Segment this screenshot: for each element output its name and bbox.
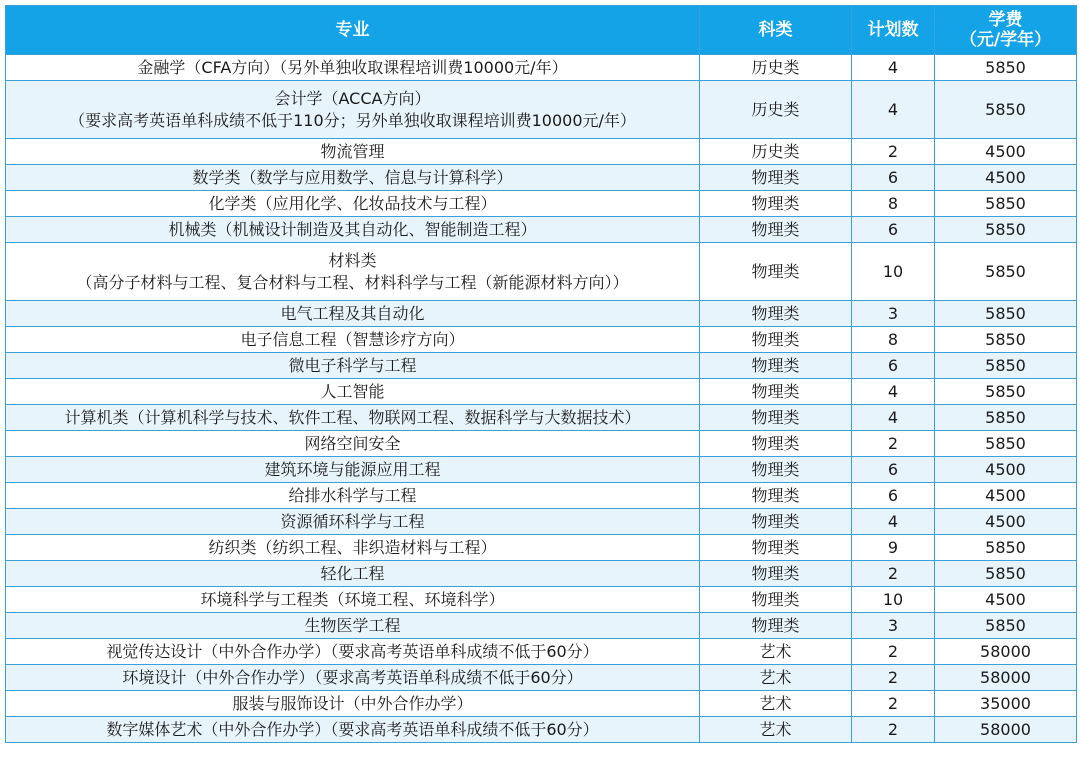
cell-fee: 5850 <box>935 191 1077 217</box>
cell-major <box>6 561 700 587</box>
cell-category: 物理类 <box>700 301 852 327</box>
major-text: 电子信息工程（智慧诊疗方向） <box>240 329 465 349</box>
cell-plan: 3 <box>852 613 935 639</box>
cell-category: 物理类 <box>700 191 852 217</box>
major-text: 机械类（机械设计制造及其自动化、智能制造工程） <box>168 219 537 239</box>
cell-category: 艺术 <box>700 665 852 691</box>
cell-major <box>6 327 700 353</box>
cell-fee: 5850 <box>935 327 1077 353</box>
cell-fee: 4500 <box>935 509 1077 535</box>
cell-plan: 4 <box>852 379 935 405</box>
table-row <box>6 639 1077 665</box>
cell-major <box>6 535 700 561</box>
major-text: 金融学（CFA方向）（另外单独收取课程培训费10000元/年） <box>137 57 568 77</box>
cell-category: 物理类 <box>700 613 852 639</box>
cell-plan: 8 <box>852 191 935 217</box>
major-text: 材料类 <box>328 250 377 270</box>
major-text: 建筑环境与能源应用工程 <box>264 459 441 479</box>
cell-fee: 5850 <box>935 405 1077 431</box>
cell-category: 物理类 <box>700 327 852 353</box>
cell-category: 物理类 <box>700 379 852 405</box>
cell-plan: 4 <box>852 509 935 535</box>
cell-plan: 6 <box>852 165 935 191</box>
cell-category: 物理类 <box>700 483 852 509</box>
major-text: 物流管理 <box>320 141 385 161</box>
cell-category: 历史类 <box>700 139 852 165</box>
table-row <box>6 457 1077 483</box>
cell-fee: 5850 <box>935 81 1077 139</box>
cell-fee: 5850 <box>935 535 1077 561</box>
cell-plan: 2 <box>852 431 935 457</box>
header-plan: 计划数 <box>852 6 935 55</box>
table-row <box>6 509 1077 535</box>
cell-plan: 6 <box>852 483 935 509</box>
cell-plan: 2 <box>852 665 935 691</box>
table-row <box>6 81 1077 139</box>
cell-plan: 4 <box>852 55 935 81</box>
major-text: 服装与服饰设计（中外合作办学） <box>232 693 473 713</box>
cell-category: 艺术 <box>700 691 852 717</box>
major-text: 微电子科学与工程 <box>288 355 417 375</box>
header-major: 专业 <box>6 6 700 55</box>
major-text: 生物医学工程 <box>304 615 401 635</box>
cell-category: 艺术 <box>700 717 852 743</box>
cell-major <box>6 81 700 139</box>
cell-fee: 5850 <box>935 379 1077 405</box>
major-text: 纺织类（纺织工程、非织造材料与工程） <box>208 537 497 557</box>
cell-fee: 5850 <box>935 243 1077 301</box>
cell-plan: 10 <box>852 587 935 613</box>
cell-plan: 10 <box>852 243 935 301</box>
cell-fee: 5850 <box>935 217 1077 243</box>
table-row <box>6 483 1077 509</box>
cell-category: 历史类 <box>700 81 852 139</box>
cell-major <box>6 405 700 431</box>
table-row <box>6 379 1077 405</box>
major-text: 资源循环科学与工程 <box>280 511 425 531</box>
header-category: 科类 <box>700 6 852 55</box>
major-text: 环境科学与工程类（环境工程、环境科学） <box>200 589 505 609</box>
admission-plan-table-container <box>5 5 1076 743</box>
cell-plan: 6 <box>852 457 935 483</box>
cell-fee: 4500 <box>935 587 1077 613</box>
cell-plan: 6 <box>852 217 935 243</box>
cell-major <box>6 613 700 639</box>
cell-category: 物理类 <box>700 217 852 243</box>
admission-plan-table <box>5 5 1077 743</box>
cell-fee: 58000 <box>935 639 1077 665</box>
major-text: 数字媒体艺术（中外合作办学）（要求高考英语单科成绩不低于60分） <box>106 719 599 739</box>
cell-fee: 5850 <box>935 55 1077 81</box>
table-row <box>6 191 1077 217</box>
cell-category: 艺术 <box>700 639 852 665</box>
table-row <box>6 405 1077 431</box>
cell-category: 物理类 <box>700 165 852 191</box>
cell-fee: 4500 <box>935 457 1077 483</box>
table-row <box>6 301 1077 327</box>
cell-major <box>6 717 700 743</box>
cell-plan: 6 <box>852 353 935 379</box>
table-row <box>6 613 1077 639</box>
cell-major <box>6 243 700 301</box>
table-row <box>6 139 1077 165</box>
cell-fee: 4500 <box>935 483 1077 509</box>
cell-category: 物理类 <box>700 431 852 457</box>
major-text: 会计学（ACCA方向） <box>274 88 431 108</box>
cell-major <box>6 691 700 717</box>
table-row <box>6 165 1077 191</box>
table-row <box>6 55 1077 81</box>
cell-category: 物理类 <box>700 457 852 483</box>
cell-major <box>6 165 700 191</box>
cell-category: 物理类 <box>700 535 852 561</box>
header-fee-title: 学费 <box>988 10 1023 30</box>
header-fee <box>935 6 1077 55</box>
table-header-row <box>6 6 1077 55</box>
table-row <box>6 665 1077 691</box>
cell-category: 物理类 <box>700 587 852 613</box>
cell-fee: 4500 <box>935 139 1077 165</box>
cell-plan: 2 <box>852 691 935 717</box>
cell-category: 物理类 <box>700 353 852 379</box>
cell-category: 物理类 <box>700 405 852 431</box>
cell-major <box>6 301 700 327</box>
table-body <box>6 55 1077 743</box>
table-row <box>6 587 1077 613</box>
major-text: 计算机类（计算机科学与技术、软件工程、物联网工程、数据科学与大数据技术） <box>64 407 641 427</box>
cell-major <box>6 665 700 691</box>
cell-plan: 2 <box>852 561 935 587</box>
cell-plan: 4 <box>852 81 935 139</box>
cell-major <box>6 639 700 665</box>
table-row <box>6 717 1077 743</box>
cell-major <box>6 431 700 457</box>
cell-major <box>6 587 700 613</box>
table-row <box>6 243 1077 301</box>
cell-fee: 5850 <box>935 613 1077 639</box>
table-row <box>6 327 1077 353</box>
cell-plan: 2 <box>852 139 935 165</box>
major-text: 环境设计（中外合作办学）（要求高考英语单科成绩不低于60分） <box>122 667 583 687</box>
cell-category: 物理类 <box>700 561 852 587</box>
cell-major <box>6 457 700 483</box>
cell-fee: 35000 <box>935 691 1077 717</box>
major-text: 给排水科学与工程 <box>288 485 417 505</box>
cell-category: 物理类 <box>700 509 852 535</box>
table-row <box>6 217 1077 243</box>
table-row <box>6 431 1077 457</box>
cell-major <box>6 139 700 165</box>
cell-category: 物理类 <box>700 243 852 301</box>
cell-fee: 5850 <box>935 561 1077 587</box>
cell-plan: 4 <box>852 405 935 431</box>
major-text: 网络空间安全 <box>304 433 401 453</box>
cell-plan: 2 <box>852 639 935 665</box>
cell-fee: 58000 <box>935 717 1077 743</box>
cell-major <box>6 353 700 379</box>
major-text: 数学类（数学与应用数学、信息与计算科学） <box>192 167 513 187</box>
cell-plan: 3 <box>852 301 935 327</box>
table-row <box>6 353 1077 379</box>
major-text: 人工智能 <box>320 381 385 401</box>
header-fee-unit: （元/学年） <box>959 30 1052 50</box>
major-text: 轻化工程 <box>320 563 385 583</box>
cell-plan: 8 <box>852 327 935 353</box>
cell-fee: 5850 <box>935 431 1077 457</box>
cell-major <box>6 483 700 509</box>
table-row <box>6 561 1077 587</box>
cell-major <box>6 379 700 405</box>
table-row <box>6 691 1077 717</box>
major-text: 化学类（应用化学、化妆品技术与工程） <box>208 193 497 213</box>
cell-major <box>6 509 700 535</box>
major-text: 电气工程及其自动化 <box>280 303 425 323</box>
cell-fee: 58000 <box>935 665 1077 691</box>
cell-plan: 2 <box>852 717 935 743</box>
major-text: （要求高考英语单科成绩不低于110分；另外单独收取课程培训费10000元/年） <box>69 110 636 130</box>
cell-fee: 4500 <box>935 165 1077 191</box>
major-text: 视觉传达设计（中外合作办学）（要求高考英语单科成绩不低于60分） <box>106 641 599 661</box>
cell-fee: 5850 <box>935 353 1077 379</box>
cell-major <box>6 55 700 81</box>
cell-category: 历史类 <box>700 55 852 81</box>
cell-plan: 9 <box>852 535 935 561</box>
cell-major <box>6 191 700 217</box>
major-text: （高分子材料与工程、复合材料与工程、材料科学与工程（新能源材料方向）） <box>76 272 629 292</box>
table-row <box>6 535 1077 561</box>
cell-major <box>6 217 700 243</box>
cell-fee: 5850 <box>935 301 1077 327</box>
